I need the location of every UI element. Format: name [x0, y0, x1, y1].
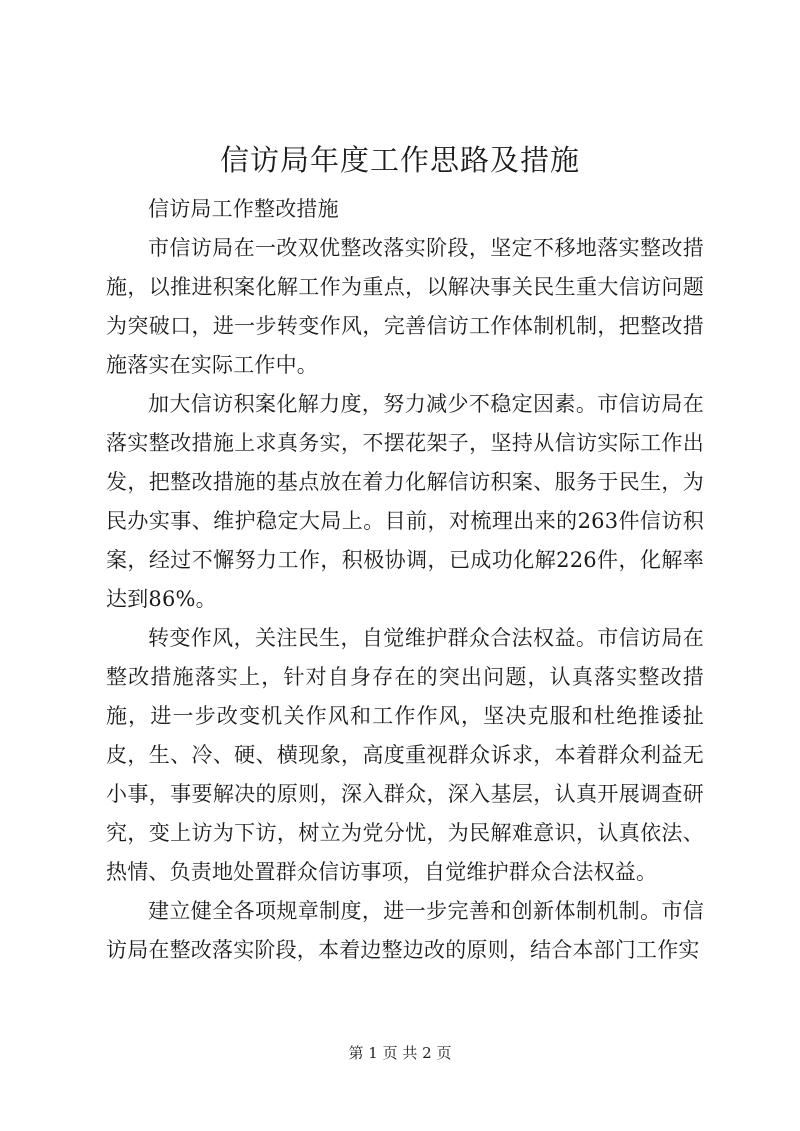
page-number-footer: 第 1 页 共 2 页	[348, 1044, 452, 1062]
document-subtitle: 信访局工作整改措施	[148, 197, 339, 221]
paragraph-intro: 市信访局在一改双优整改落实阶段，坚定不移地落实整改措施，以推进积案化解工作为重点，以解决事关民生重大信访问题为突破口，进一步转变作风，完善信访工作体制机制，把整改措施落实在实际工作中。	[106, 236, 704, 377]
paragraph-rules-system: 建立健全各项规章制度，进一步完善和创新体制机制。市信访局在整改落实阶段，本着边整边改的原则，结合本部门工作实	[106, 899, 704, 962]
paragraph-backlog-resolution: 加大信访积案化解力度，努力减少不稳定因素。市信访局在落实整改措施上求真务实，不摆花架子，坚持从信访实际工作出发，把整改措施的基点放在着力化解信访积案、服务于民生，为民办实事、维护稳定大局上。目前，对梳理出来的263件信访积案，经过不懈努力工作，积极协调，已成功化解226件，化解率达到86%。	[106, 392, 704, 611]
document-body	[106, 190, 704, 970]
document-title: 信访局年度工作思路及措施	[219, 143, 580, 177]
paragraph-work-style: 转变作风，关注民生，自觉维护群众合法权益。市信访局在整改措施落实上，针对自身存在的突出问题，认真落实整改措施，进一步改变机关作风和工作作风，坚决克服和杜绝推诿扯皮，生、冷、硬、横现象，高度重视群众诉求，本着群众利益无小事，事要解决的原则，深入群众，深入基层，认真开展调查研究，变上访为下访，树立为党分忧，为民解难意识，认真依法、热情、负责地处置群众信访事项，自觉维护群众合法权益。	[106, 626, 704, 884]
